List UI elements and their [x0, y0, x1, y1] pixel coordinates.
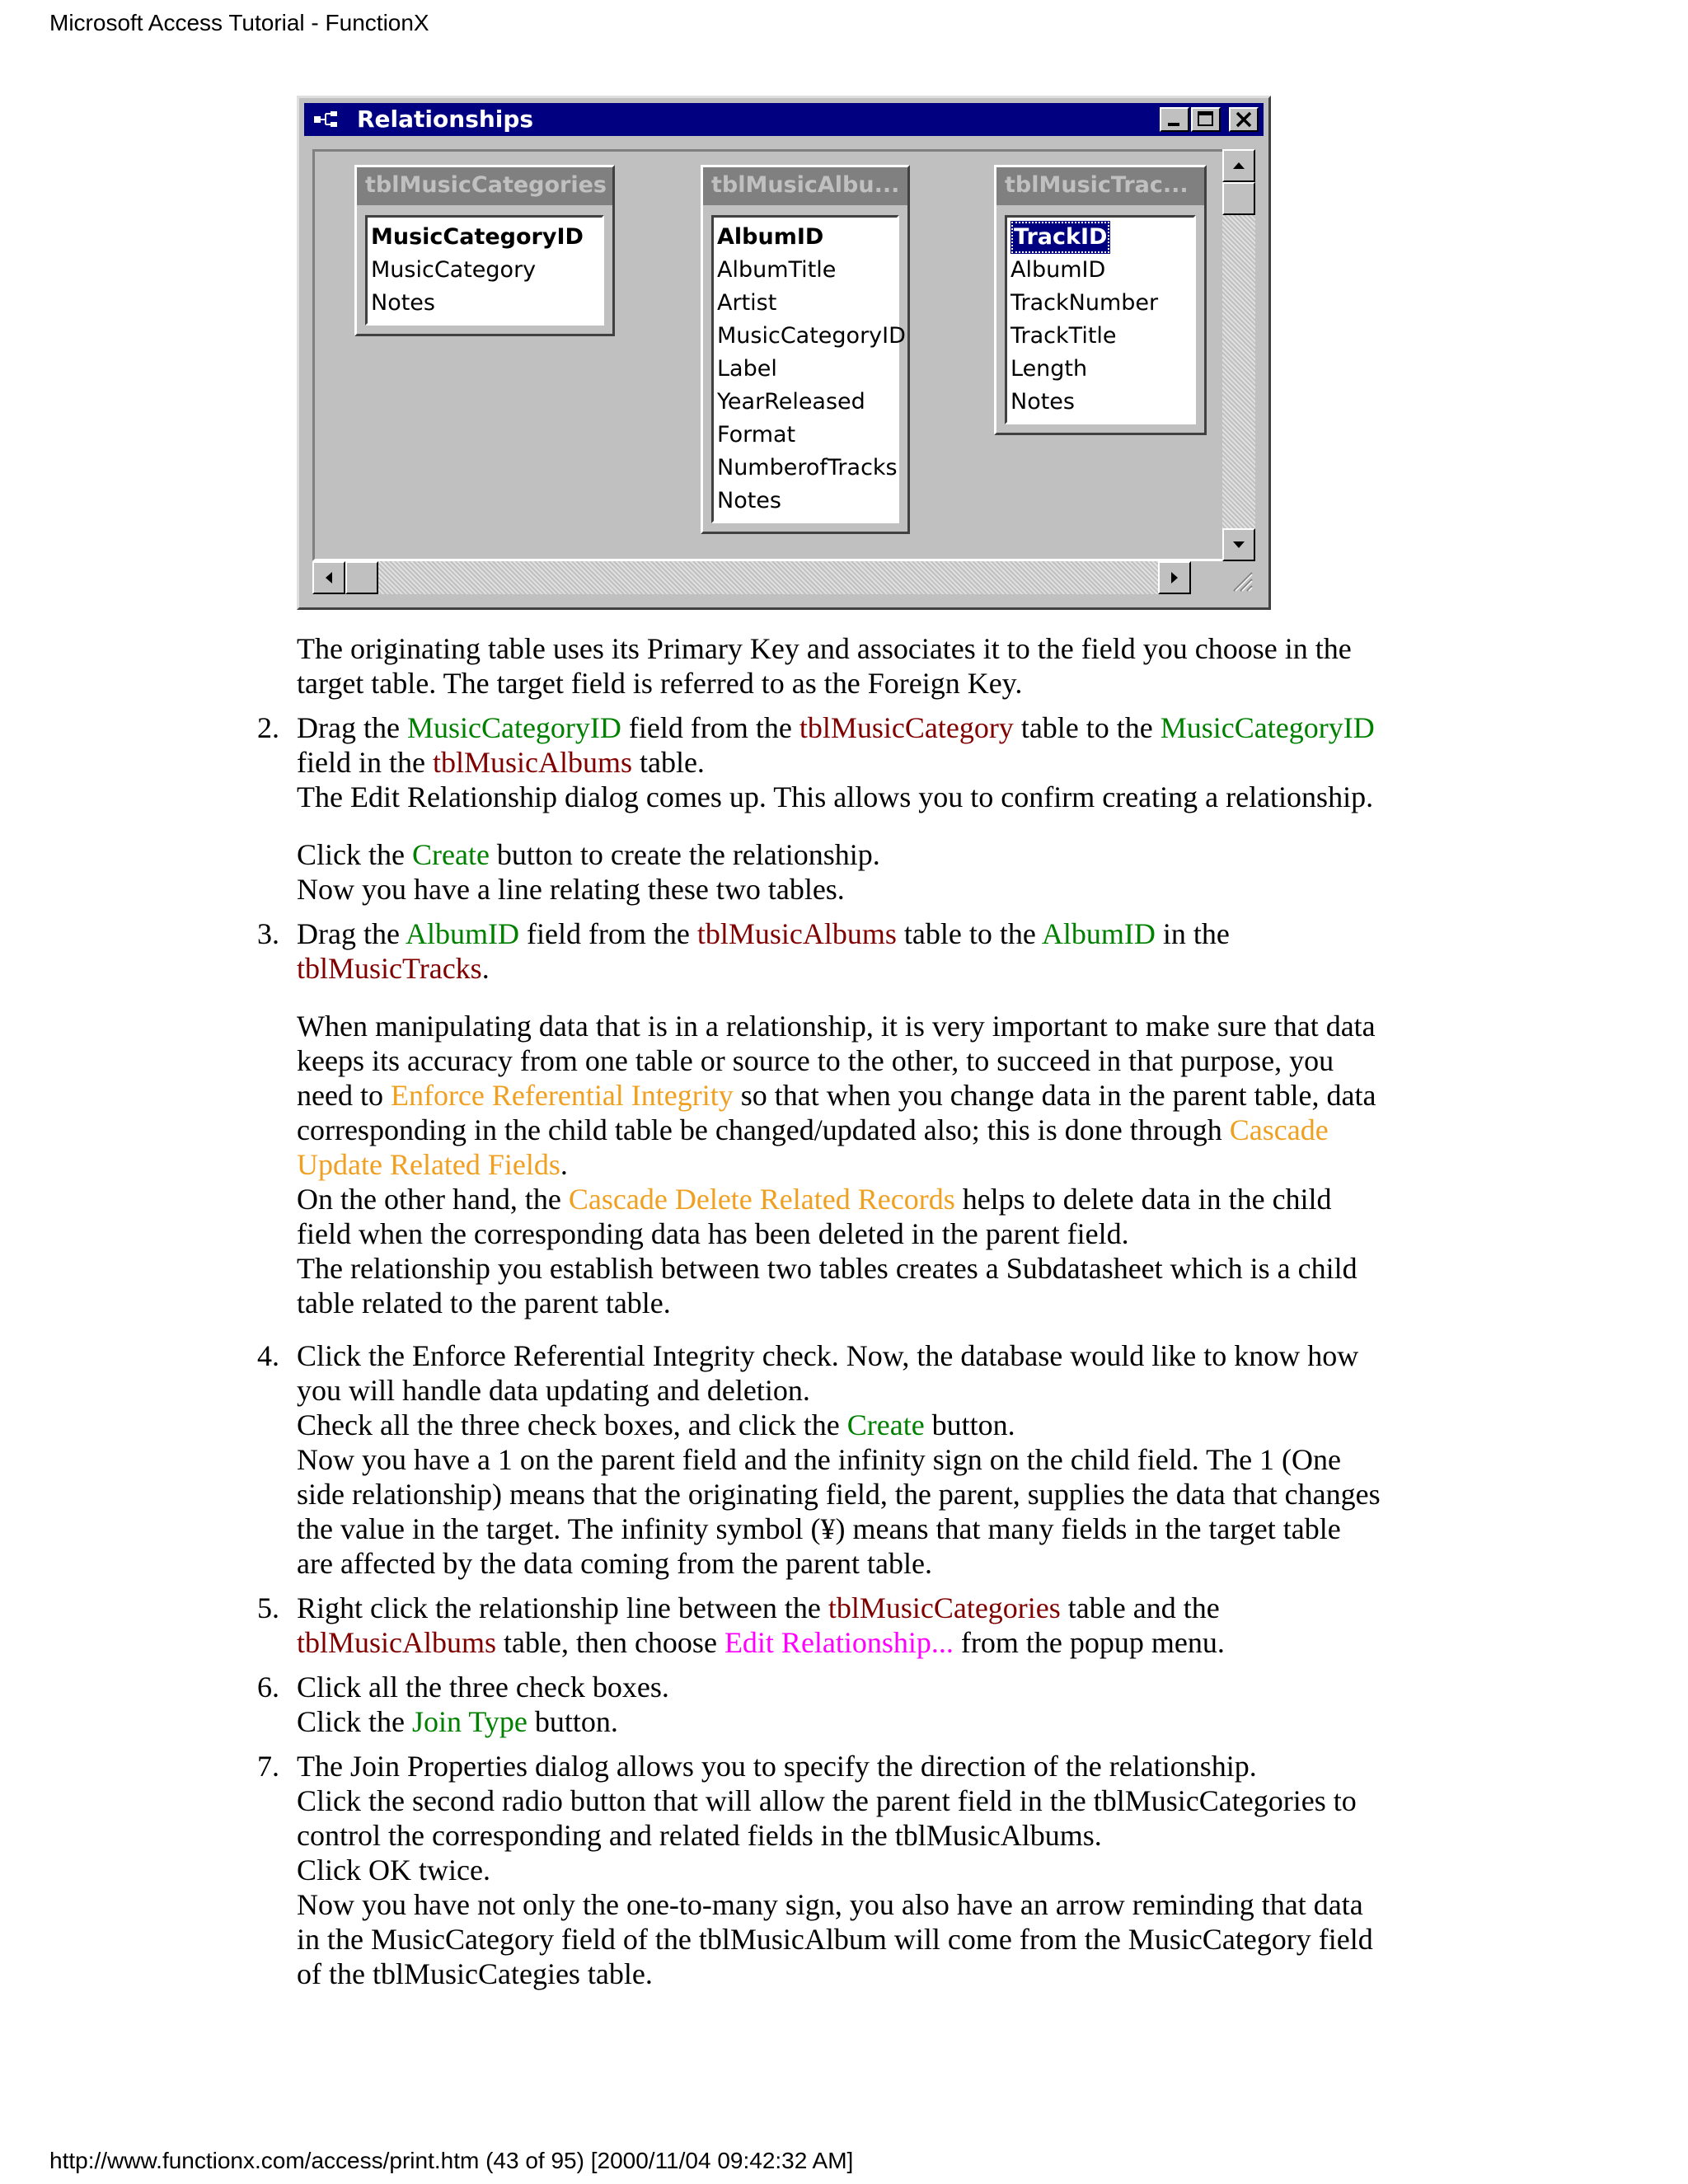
table-window-music-tracks[interactable] [994, 165, 1207, 435]
text-line: The relationship you establish between two tables creates a Subdatasheet which is a child [297, 1252, 1357, 1285]
step-7 [297, 1749, 1434, 1991]
scroll-right-button[interactable] [1158, 561, 1191, 594]
text-line: Now you have a line relating these two tables. [297, 873, 845, 906]
text-line: in the MusicCategory field of the tblMusicAlbum will come from the MusicCategory field [297, 1923, 1373, 1956]
text-line: control the corresponding and related fields in the tblMusicAlbums. [297, 1819, 1102, 1852]
page-footer: http://www.functionx.com/access/print.htm (43 of 95) [2000/11/04 09:42:32 AM] [49, 2148, 854, 2173]
text-line: tblMusicAlbums table, then choose Edit Relationship... from the popup menu. [297, 1626, 1225, 1659]
text-line: Now you have a 1 on the parent field and the infinity sign on the child field. The 1 (One [297, 1443, 1342, 1476]
scroll-up-button[interactable] [1222, 149, 1255, 182]
step-number: 7. [257, 1750, 279, 1783]
text-line: you will handle data updating and deletion. [297, 1374, 810, 1407]
scroll-down-button[interactable] [1222, 528, 1255, 561]
field-item-selected[interactable]: TrackID [1010, 221, 1110, 254]
arrow-up-icon [1224, 151, 1254, 180]
text-line: Click the second radio button that will allow the parent field in the tblMusicCategories to [297, 1784, 1357, 1817]
close-icon [1231, 109, 1257, 130]
scroll-left-button[interactable] [312, 561, 345, 594]
text-line: The Join Properties dialog allows you to specify the direction of the relationship. [297, 1750, 1257, 1783]
step-3 [297, 916, 1434, 1320]
resize-grip-icon [1222, 561, 1255, 594]
arrow-down-icon [1224, 530, 1254, 560]
maximize-icon [1193, 109, 1219, 130]
vertical-scrollbar[interactable] [1222, 149, 1255, 561]
text-line: field in the tblMusicAlbums table. [297, 746, 705, 779]
text-line: When manipulating data that is in a relationship, it is very important to make sure that data [297, 1010, 1376, 1043]
text-line: Click the Enforce Referential Integrity check. Now, the database would like to know how [297, 1339, 1359, 1372]
window-titlebar[interactable] [304, 103, 1264, 136]
text-line: keeps its accuracy from one table or source to the other, to succeed in that purpose, you [297, 1044, 1334, 1077]
table-caption[interactable]: tblMusicCategories [357, 167, 612, 205]
maximize-button[interactable] [1191, 107, 1221, 132]
step-number: 3. [257, 917, 279, 950]
step-4 [297, 1338, 1434, 1581]
page-header: Microsoft Access Tutorial - FunctionX [49, 10, 429, 35]
relationships-icon [314, 111, 339, 128]
relationships-window[interactable] [297, 96, 1271, 610]
text-line: Right click the relationship line between the tblMusicCategories table and the [297, 1591, 1220, 1624]
field-item[interactable]: AlbumID [1010, 257, 1106, 283]
text-line: target table. The target field is referred to as the Foreign Key. [297, 667, 1023, 700]
field-item[interactable]: Length [1010, 356, 1088, 382]
text-line: On the other hand, the Cascade Delete Related Records helps to delete data in the child [297, 1183, 1332, 1216]
minimize-button[interactable] [1160, 107, 1189, 132]
text-line: the value in the target. The infinity symbol (¥) means that many fields in the target table [297, 1512, 1341, 1545]
window-title: Relationships [357, 105, 534, 133]
field-item[interactable]: TrackTitle [1010, 323, 1117, 349]
text-line: Click the Create button to create the relationship. [297, 838, 880, 871]
field-item[interactable]: Label [717, 356, 777, 382]
field-item[interactable]: MusicCategory [371, 257, 537, 283]
field-item[interactable]: AlbumID [717, 224, 824, 250]
step-number: 5. [257, 1591, 279, 1624]
field-item[interactable]: Format [717, 422, 796, 448]
field-item[interactable]: Notes [717, 488, 781, 513]
text-line: table related to the parent table. [297, 1286, 671, 1319]
field-item[interactable]: MusicCategoryID [371, 224, 584, 250]
table-caption[interactable]: tblMusicTrac... [996, 167, 1204, 205]
text-line: Check all the three check boxes, and click the Create button. [297, 1408, 1015, 1441]
text-line: of the tblMusicCategies table. [297, 1957, 653, 1990]
table-caption[interactable]: tblMusicAlbu... [703, 167, 907, 205]
resize-grip[interactable] [1222, 561, 1255, 594]
text-line: The Edit Relationship dialog comes up. This allows you to confirm creating a relationship. [297, 780, 1374, 813]
field-item[interactable]: MusicCategoryID [717, 323, 906, 349]
text-line: tblMusicTracks. [297, 952, 490, 985]
text-line: Click the Join Type button. [297, 1705, 618, 1738]
field-item[interactable]: TrackNumber [1010, 290, 1159, 316]
field-item[interactable]: Artist [717, 290, 777, 316]
text-line: corresponding in the child table be changed/updated also; this is done through Cascade [297, 1113, 1329, 1146]
horizontal-scrollbar[interactable] [312, 561, 1191, 594]
field-list[interactable] [365, 215, 604, 326]
text-line: side relationship) means that the originating field, the parent, supplies the data that changes [297, 1478, 1381, 1511]
text-line: Update Related Fields. [297, 1148, 568, 1181]
field-item[interactable]: YearReleased [717, 389, 865, 415]
text-line: Drag the MusicCategoryID field from the tblMusicCategory table to the MusicCategoryID [297, 711, 1375, 744]
field-item[interactable]: AlbumTitle [717, 257, 837, 283]
text-line: Drag the AlbumID field from the tblMusicAlbums table to the AlbumID in the [297, 917, 1230, 950]
text-line: field when the corresponding data has been deleted in the parent field. [297, 1217, 1129, 1250]
table-window-music-categories[interactable] [354, 165, 615, 336]
step-5 [297, 1591, 1434, 1660]
field-item[interactable]: Notes [1010, 389, 1075, 415]
field-list[interactable] [1005, 215, 1196, 424]
step-2 [297, 710, 1434, 907]
field-item[interactable]: NumberofTracks [717, 455, 898, 480]
text-line: Now you have not only the one-to-many sign, you also have an arrow reminding that data [297, 1888, 1363, 1921]
step-6 [297, 1670, 1434, 1739]
intro-paragraph [297, 631, 1434, 701]
arrow-left-icon [314, 563, 344, 593]
horizontal-scroll-thumb[interactable] [345, 561, 378, 594]
minimize-icon [1161, 109, 1188, 130]
close-button[interactable] [1229, 107, 1259, 132]
step-number: 2. [257, 711, 279, 744]
text-line: The originating table uses its Primary Key and associates it to the field you choose in the [297, 632, 1352, 665]
step-number: 6. [257, 1671, 279, 1704]
table-window-music-albums[interactable] [701, 165, 910, 534]
field-item[interactable]: Notes [371, 290, 435, 316]
text-line: need to Enforce Referential Integrity so that when you change data in the parent table, data [297, 1079, 1376, 1112]
field-list[interactable] [711, 215, 906, 523]
step-number: 4. [257, 1339, 279, 1372]
text-line: are affected by the data coming from the parent table. [297, 1547, 932, 1580]
vertical-scroll-thumb[interactable] [1222, 182, 1255, 215]
arrow-right-icon [1160, 563, 1189, 593]
relationships-canvas[interactable] [312, 149, 1236, 561]
text-line: Click all the three check boxes. [297, 1671, 669, 1704]
text-line: Click OK twice. [297, 1854, 490, 1886]
